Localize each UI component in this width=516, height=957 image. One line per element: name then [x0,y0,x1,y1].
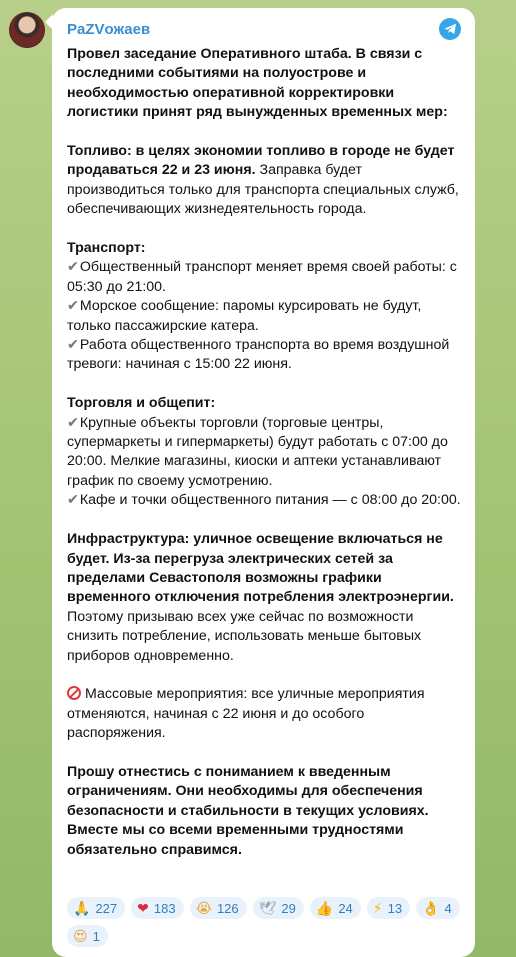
no-entry-icon [67,686,81,700]
ok-hand-icon: 👌 [422,899,440,916]
transport-title: Транспорт: [67,240,146,257]
reaction-ok-hand[interactable] [416,897,460,919]
fuel-heading: Топливо: в целях экономии топливо в городе не будет продаваться 22 и 23 июня. [67,143,455,179]
check-mark-icon: ✔ [67,259,79,276]
message-text [67,45,461,860]
reaction-dove[interactable] [253,897,304,919]
check-mark-icon: ✔ [67,414,79,431]
events-paragraph [67,685,461,743]
reaction-count: 13 [387,900,403,916]
reaction-count: 183 [153,900,176,916]
channel-name[interactable]: PaZVожаев [67,20,151,38]
events-text: Массовые мероприятия: все уличные мероприятия отменяются, начиная с 22 июня и до особого распоряжения. [67,686,425,742]
reaction-crying-face[interactable] [190,897,247,919]
post-intro: Провел заседание Оперативного штаба. В связи с последними событиями на полуострове и необходимостью оперативной корректировки логистики принят ряд вынужденных временных мер: [67,46,448,121]
crying-face-icon: 😭 [195,899,212,916]
reaction-count: 4 [444,900,452,916]
praying-hands-icon: 🙏 [73,899,91,916]
transport-item [67,258,461,297]
trade-paragraph [67,394,461,510]
reaction-heart[interactable] [131,897,183,919]
fuel-text: Заправка будет производиться только для транспорта специальных служб, обеспечивающих жизнедеятельность города. [67,162,459,218]
check-mark-icon: ✔ [67,492,79,509]
trade-item-text: Кафе и точки общественного питания — с 08:00 до 20:00. [79,492,461,509]
transport-item-text: Работа общественного транспорта во время воздушной тревоги: начиная с 15:00 22 июня. [67,337,450,373]
reaction-count: 29 [281,900,296,916]
check-mark-icon: ✔ [67,337,79,354]
fuel-paragraph [67,142,461,220]
reaction-count: 1 [92,928,100,944]
transport-item-text: Общественный транспорт меняет время своей работы: с 05:30 до 21:00. [67,259,457,295]
reaction-count: 24 [338,900,353,916]
transport-item-text: Морское сообщение: паромы курсировать не будут, только пассажирские катера. [67,298,422,334]
transport-item [67,336,461,375]
check-mark-icon: ✔ [67,298,79,315]
infra-paragraph [67,530,461,666]
trade-title: Торговля и общепит: [67,395,216,412]
reaction-lightning[interactable] [367,897,410,919]
transport-item [67,297,461,336]
thumbs-up-icon: 👍 [315,899,334,916]
trade-item [67,491,461,510]
telegram-icon[interactable] [439,18,461,40]
closing-paragraph: Прошу отнестись с пониманием к введенным ограничениям. Они необходимы для обеспечения безопасности и стабильности в текущих условиях. Вместе мы со всеми временными трудностями обязательно справимся. [67,763,429,858]
lightning-icon: ⚡ [372,899,383,916]
reactions-bar [67,897,467,947]
infra-heading: Инфраструктура: уличное освещение включаться не будет. Из-за перегруза электрических сетей за пределами Севастополя возможны графики временного отключения потребления электроэнергии. [67,531,454,606]
heart-eyes-icon: 😍 [73,927,88,944]
trade-item-text: Крупные объекты торговли (торговые центры, супермаркеты и гипермаркеты) будут работать с 07:00 до 20:00. Мелкие магазины, киоски и аптеки устанавливают график по своему усмотрению. [67,414,448,489]
message-bubble [52,8,475,957]
reaction-thumbs-up[interactable] [310,897,361,919]
dove-icon: 🕊 [258,899,277,916]
reaction-heart-eyes[interactable] [67,925,108,947]
reaction-count: 227 [95,900,118,916]
reaction-count: 126 [216,900,239,916]
reaction-praying-hands[interactable] [67,897,125,919]
transport-paragraph [67,239,461,375]
message-header [67,19,461,39]
heart-icon: ❤ [137,899,149,916]
trade-item [67,414,461,492]
infra-text: Поэтому призываю всех уже сейчас по возможности снизить потребление, использовать меньше бытовых приборов одновременно. [67,608,422,664]
channel-avatar[interactable] [9,12,45,48]
